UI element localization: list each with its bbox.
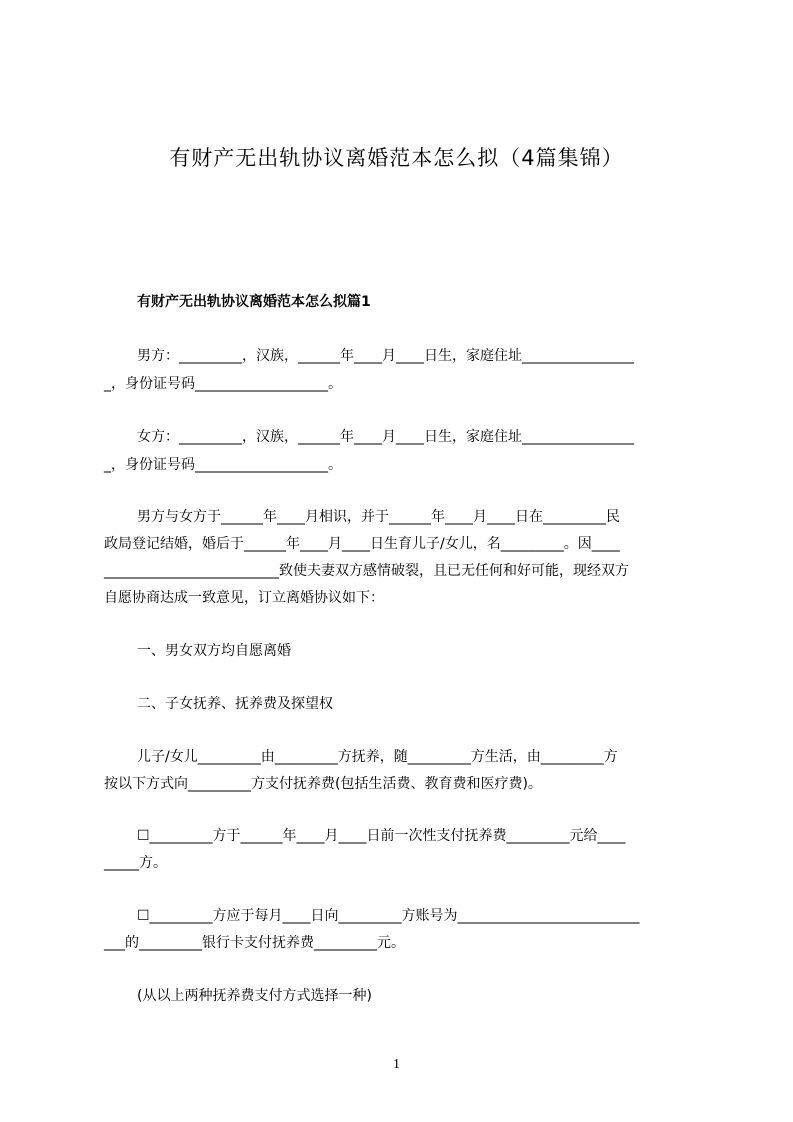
paragraph-line-lump-sum-2: _____方。 <box>104 855 167 871</box>
paragraph-line-male-id: _，身份证号码___________________。 <box>104 376 342 392</box>
paragraph-line-custody-2: 按以下方式向_________方支付抚养费(包括生活费、教育费和医疗费)。 <box>104 776 542 792</box>
clause-heading-1: 一、男女双方均自愿离婚 <box>137 643 291 659</box>
paragraph-line-marriage-1: 男方与女方于______年____月相识，并于______年____月____日在_________民 <box>137 509 620 525</box>
page-number: 1 <box>393 1057 400 1072</box>
paragraph-line-female-info: 女方：_________，汉族，______年____月____日生，家庭住址________________ <box>137 429 634 445</box>
checkbox-option-monthly: ☐_________方应于每月____日向_________方账号为__________________________ <box>137 908 640 924</box>
paragraph-line-marriage-3: _________________________致使夫妻双方感情破裂，且已无任何和好可能，现经双方 <box>104 563 629 579</box>
payment-method-note: (从以上两种抚养费支付方式选择一种) <box>137 988 372 1004</box>
clause-heading-2: 二、子女抚养、抚养费及探望权 <box>137 696 333 712</box>
paragraph-line-female-id: _，身份证号码___________________。 <box>104 457 342 473</box>
paragraph-line-custody-1: 儿子/女儿_________由_________方抚养，随_________方生活，由_________方 <box>137 749 618 765</box>
paragraph-line-marriage-2: 政局登记结婚，婚后于______年____月____日生育儿子/女儿，名_________。因____ <box>104 536 620 552</box>
paragraph-line-male-info: 男方：_________，汉族，______年____月____日生，家庭住址________________ <box>137 348 634 364</box>
paragraph-line-marriage-4: 自愿协商达成一致意见，订立离婚协议如下： <box>104 590 384 606</box>
checkbox-option-lump-sum: ☐_________方于______年____月____日前一次性支付抚养费_________元给____ <box>137 828 626 844</box>
document-title: 有财产无出轨协议离婚范本怎么拟（4篇集锦） <box>169 146 624 170</box>
paragraph-line-monthly-2: ___的_________银行卡支付抚养费_________元。 <box>104 935 405 951</box>
section-heading: 有财产无出轨协议离婚范本怎么拟篇1 <box>137 294 371 310</box>
